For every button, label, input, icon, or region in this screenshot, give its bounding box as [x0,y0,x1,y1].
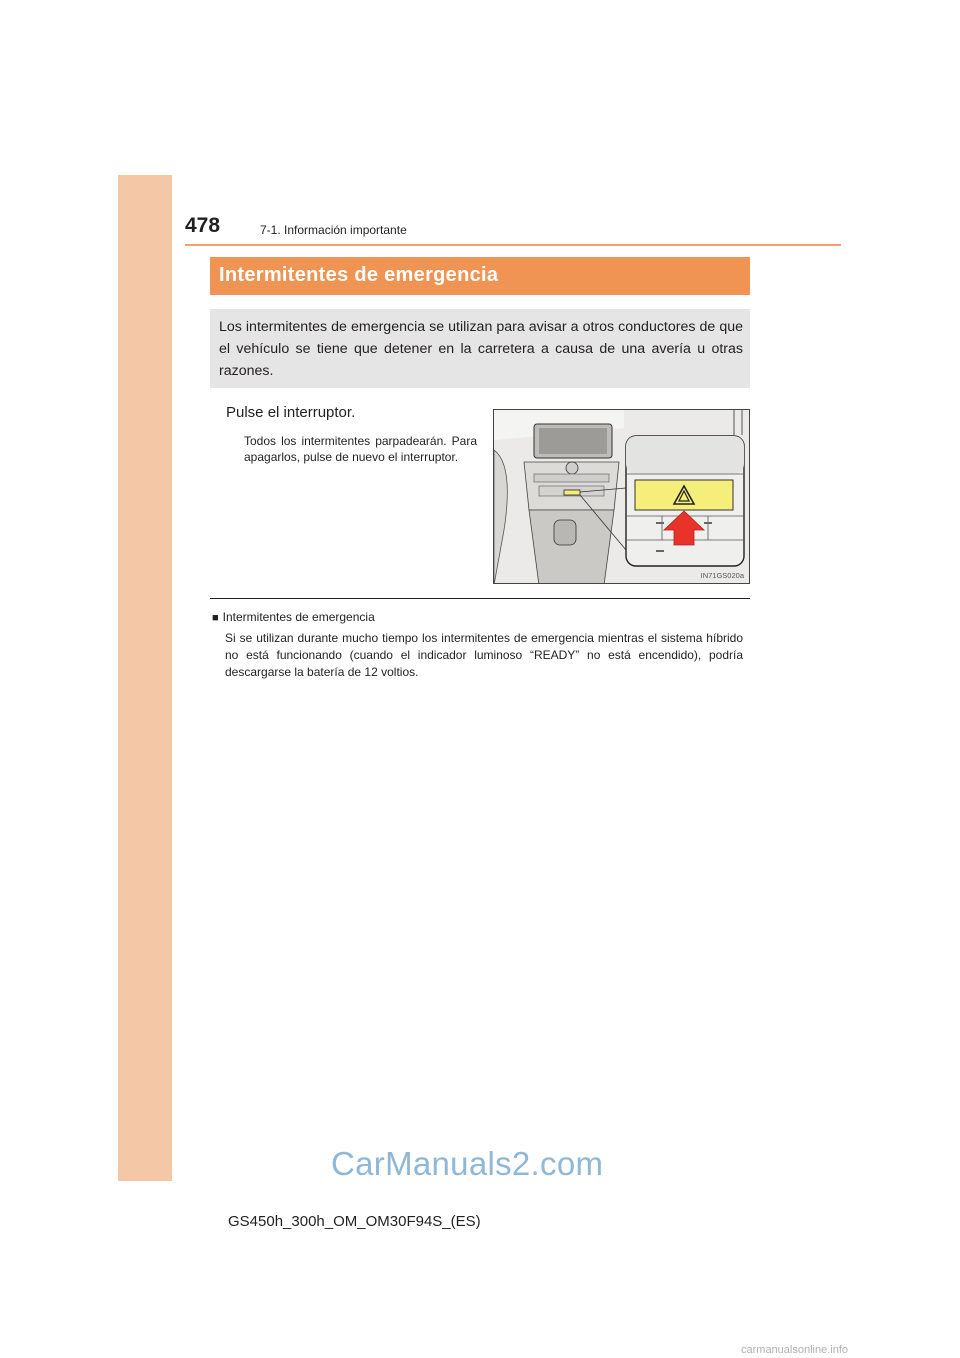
intro-box [210,309,750,388]
dashboard-illustration [493,409,750,584]
step-detail: Todos los intermitentes parpadearán. Para apagarlos, pulse de nuevo el interruptor. [244,434,477,464]
note-title-text: Intermitentes de emergencia [222,610,375,624]
page-heading: Intermitentes de emergencia [219,264,499,286]
square-bullet-icon: ■ [212,612,219,624]
document-id: GS450h_300h_OM_OM30F94S_(ES) [228,1213,481,1230]
section-title: 7-1. Información importante [260,223,407,237]
watermark-site: carmanualsonline.info [741,1344,849,1356]
section-divider [210,598,750,599]
note-title [212,610,375,624]
note-body: Si se utilizan durante mucho tiempo los intermitentes de emergencia mientras el sistema híbrido no está funcionando (cuando el indicador luminoso “READY” no está encendido), podría descargarse la batería de 12 voltios. [225,631,743,679]
figure-code: IN71GS020a [700,571,744,580]
step-instruction: Pulse el interruptor. [226,404,356,421]
heading-bar [210,257,750,295]
dashboard-drawing [494,410,750,584]
side-tab-band [118,175,172,1181]
watermark-logo: CarManuals2.com [331,1145,604,1182]
page-number: 478 [185,214,221,237]
header-rule [185,244,841,246]
intro-text: Los intermitentes de emergencia se utilizan para avisar a otros conductores de que el vehículo se tiene que detener en la carretera a causa de una avería u otras razones. [219,319,743,379]
